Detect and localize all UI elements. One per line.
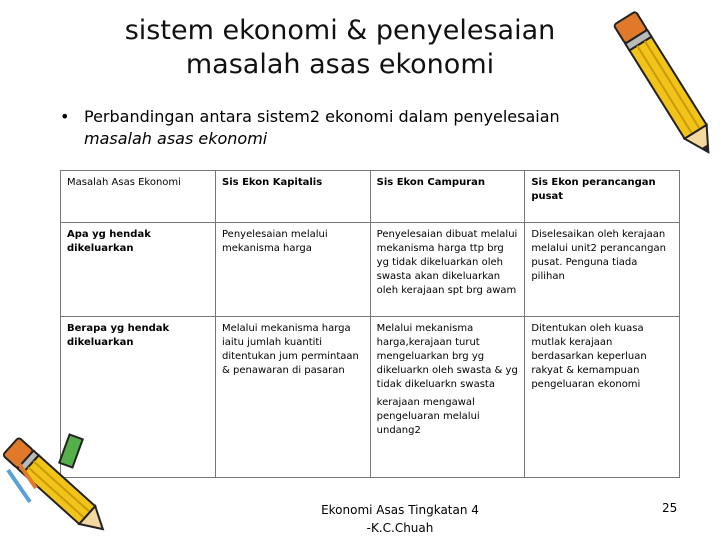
pencil-clipart-icon <box>608 2 726 170</box>
header-cell-campuran: Sis Ekon Campuran <box>370 171 525 223</box>
table-header-row <box>61 171 680 223</box>
cell-paragraph: Melalui mekanisma harga,kerajaan turut mengeluarkan brg yg dikeluarkn oleh swasta & yg tidak dikeluarkn swasta <box>376 323 518 390</box>
title-line-2: masalah asas ekonomi <box>185 49 495 80</box>
table-cell: Diselesaikan oleh kerajaan melalui unit2 perancangan pusat. Penguna tiada pilihan <box>525 223 680 317</box>
page-number: 25 <box>662 501 678 515</box>
footer-line-1: Ekonomi Asas Tingkatan 4 <box>321 503 479 517</box>
slide-title <box>60 14 620 82</box>
header-cell-perancangan: Sis Ekon perancangan pusat <box>525 171 680 223</box>
row-header-cell: Berapa yg hendak dikeluarkan <box>61 317 216 478</box>
bullet-line-2: masalah asas ekonomi <box>84 129 268 148</box>
table-cell: Penyelesaian dibuat melalui mekanisma harga ttp brg yg tidak dikeluarkan oleh swasta akan dikeluarkan oleh kerajaan spt brg awam <box>370 223 525 317</box>
bullet-text <box>84 106 560 150</box>
cell-paragraph: kerajaan mengawal pengeluaran melalui undang2 <box>376 397 480 436</box>
table-row <box>61 317 680 478</box>
row-header-cell: Apa yg hendak dikeluarkan <box>61 223 216 317</box>
table-row <box>61 223 680 317</box>
table-cell <box>370 317 525 478</box>
comparison-table <box>60 170 680 478</box>
table-cell: Melalui mekanisma harga iaitu jumlah kuantiti ditentukan jum permintaan & penawaran di pasaran <box>216 317 371 478</box>
header-cell-problem: Masalah Asas Ekonomi <box>61 171 216 223</box>
header-cell-kapitalis: Sis Ekon Kapitalis <box>216 171 371 223</box>
bullet-line-1: Perbandingan antara sistem2 ekonomi dalam penyelesaian <box>84 107 560 126</box>
footer-line-2: -K.C.Chuah <box>366 521 434 535</box>
table-cell: Ditentukan oleh kuasa mutlak kerajaan berdasarkan keperluan rakyat & kemampuan pengeluaran ekonomi <box>525 317 680 478</box>
table-cell: Penyelesaian melalui mekanisma harga <box>216 223 371 317</box>
pencil-clipart-icon <box>0 430 112 544</box>
slide-footer <box>300 501 500 537</box>
bullet-dot: • <box>60 107 70 126</box>
title-line-1: sistem ekonomi & penyelesaian <box>124 15 556 46</box>
